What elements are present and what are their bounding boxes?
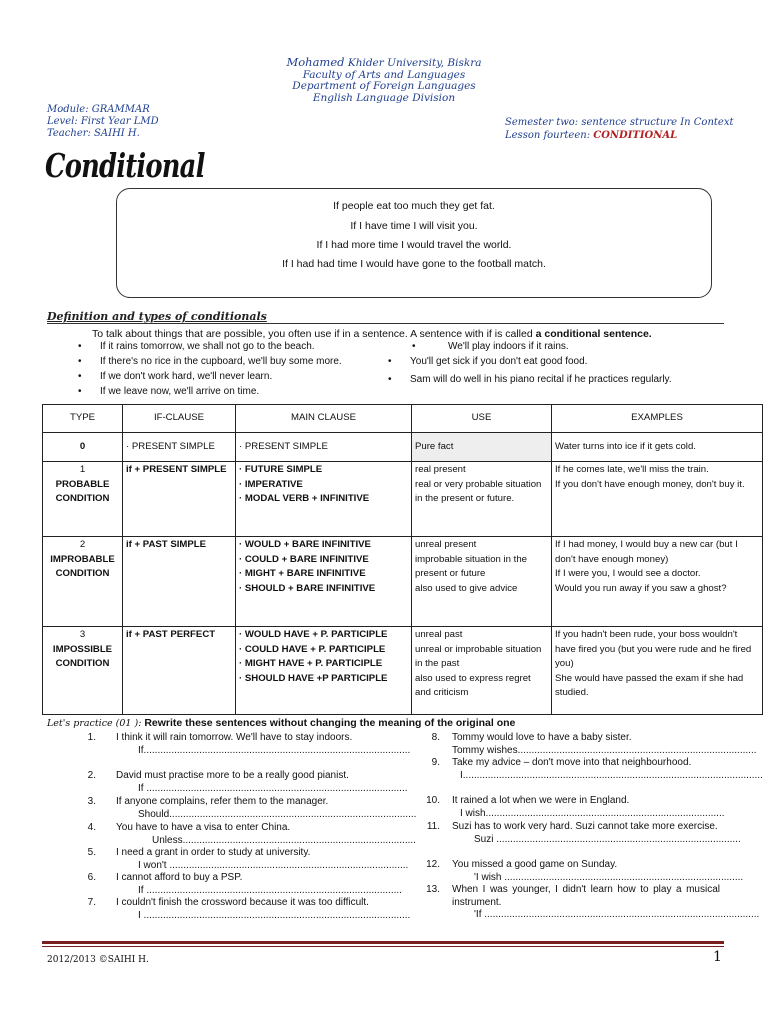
exercise-item [426, 859, 744, 884]
exercise-item [426, 821, 741, 846]
exercise-number: 11. [426, 821, 440, 832]
bullet-item: • If it rains tomorrow, we shall not go to the beach. [78, 341, 315, 352]
main-line: · SHOULD + BARE INFINITIVE [239, 582, 376, 594]
bullet-text: If we leave now, we'll arrive on time. [100, 386, 260, 397]
lesson-prefix: Lesson fourteen: [505, 130, 594, 141]
main-clause-cell [236, 462, 412, 537]
main-line: · PRESENT SIMPLE [239, 440, 328, 452]
type-cell [43, 627, 123, 715]
exercise-text: I think it will rain tomorrow. We'll have to stay indoors. [116, 732, 353, 743]
example-line: If you hadn't been rude, your boss wouldn't have fired you (but you were rude and he fired you) [555, 629, 752, 670]
exercise-number: 7. [87, 897, 96, 908]
type-label: PROBABLE CONDITION [55, 478, 110, 505]
type-number: 1 [79, 464, 86, 475]
bullet-item: • Sam will do well in his piano recital if he practices regularly. [388, 374, 672, 385]
bullet-item: • We'll play indoors if it rains. [412, 341, 569, 352]
use-line: real present [415, 464, 466, 475]
example-sentence: If people eat too much they get fat. [333, 200, 495, 212]
use-line: also used to express regret and criticism [415, 672, 531, 699]
example-line: If he comes late, we'll miss the train. [555, 464, 709, 475]
exercise-text: Suzi has to work very hard. Suzi cannot take more exercise. [452, 821, 718, 832]
exercise-item [87, 872, 402, 897]
exercise-item [87, 796, 417, 821]
main-line: · WOULD HAVE + P. PARTICIPLE [239, 629, 388, 640]
exercise-item [87, 897, 411, 922]
type-cell [43, 433, 123, 462]
lesson-meta [505, 116, 734, 142]
divider [47, 323, 724, 324]
main-line: · FUTURE SIMPLE [239, 464, 323, 475]
type-number: 0 [79, 440, 86, 452]
table-header-row [43, 405, 763, 433]
example-sentence: If I had more time I would travel the world. [316, 239, 512, 251]
conditionals-table [42, 404, 763, 715]
header-cell: MAIN CLAUSE [236, 405, 412, 433]
page-number: 1 [713, 949, 722, 965]
exercise-text: If anyone complains, refer them to the manager. [116, 796, 329, 807]
university-rest: Khider University, Biskra [344, 57, 482, 69]
level: Level: First Year LMD [47, 116, 159, 127]
university-first: Mohamed [286, 55, 345, 69]
division: English Language Division [312, 91, 456, 104]
type-number: 3 [79, 629, 86, 640]
header-cell: USE [412, 405, 552, 433]
answer-line: 'If ................................................................................................... [474, 909, 760, 920]
if-clause-cell: if + PRESENT SIMPLE [123, 462, 236, 537]
exercise-number: 3. [87, 796, 96, 807]
exercise-text: David must practise more to be a really good pianist. [116, 770, 349, 781]
answer-line: I............................................................................................................ [460, 769, 763, 781]
example-line: If you don't have enough money, don't buy it. [555, 478, 745, 490]
module: Module: GRAMMAR [47, 104, 150, 115]
table-row [43, 627, 763, 715]
use-cell [412, 627, 552, 715]
exercise-text: Tommy would love to have a baby sister. [452, 732, 632, 743]
example-sentence: If I had had time I would have gone to the football match. [282, 258, 546, 270]
bullet-text: We'll play indoors if it rains. [448, 341, 569, 352]
bullet-text: You'll get sick if you don't eat good food. [410, 356, 588, 367]
example-line: If I had money, I would buy a new car (but I don't have enough money) [555, 539, 738, 565]
exercise-number: 12. [426, 859, 440, 870]
lesson-name: CONDITIONAL [593, 130, 678, 141]
intro-text: To talk about things that are possible, you often use if in a sentence. A sentence with if is called [92, 328, 536, 340]
example-sentence: If I have time I will visit you. [350, 220, 478, 232]
exercise-number: 2. [87, 770, 96, 781]
exercise-number: 1. [87, 732, 96, 743]
teacher: Teacher: SAIHI H. [47, 128, 140, 139]
header-cell: TYPE [43, 405, 123, 433]
type-label: IMPOSSIBLE CONDITION [52, 643, 113, 670]
answer-line: I ................................................................................................ [138, 909, 411, 921]
if-clause-cell: if + PAST PERFECT [123, 627, 236, 715]
main-line: · COULD HAVE + P. PARTICIPLE [239, 643, 386, 655]
semester: Semester two: sentence structure In Context [505, 117, 734, 128]
exercise-item [426, 795, 725, 820]
example-line: If I were you, I would see a doctor. [555, 568, 701, 580]
use-cell [412, 537, 552, 627]
examples-cell [552, 462, 763, 537]
use-line: also used to give advice [415, 582, 518, 594]
type-label: IMPROBABLE CONDITION [50, 553, 115, 580]
answer-line: Suzi ........................................................................................ [474, 833, 741, 845]
university-name [0, 57, 768, 70]
bullet-text: If there's no rice in the cupboard, we'll buy some more. [100, 356, 342, 367]
if-clause-cell: if + PAST SIMPLE [123, 537, 236, 627]
exercise-number: 10. [426, 795, 440, 806]
practice-instruction: Rewrite these sentences without changing the meaning of the original one [141, 717, 516, 729]
main-clause-cell [236, 433, 412, 462]
exercise-text: When I was younger, I didn't learn how to play a musical instrument. [452, 884, 720, 908]
answer-line: If................................................................................................ [138, 744, 411, 756]
examples-cell [552, 627, 763, 715]
answer-line: Tommy wishes...................................................................................... [452, 744, 757, 756]
answer-line: I won't ...................................................................................... [138, 859, 409, 871]
answer-line: If ............................................................................................ [138, 884, 402, 896]
type-number: 2 [79, 539, 86, 550]
table-row [43, 462, 763, 537]
examples-cell [552, 537, 763, 627]
exercise-item [87, 822, 416, 847]
faculty: Faculty of Arts and Languages [302, 68, 466, 81]
department: Department of Foreign Languages [292, 80, 476, 92]
type-cell [43, 537, 123, 627]
exercise-item [87, 770, 408, 795]
university-header [0, 57, 768, 104]
exercise-number: 4. [87, 822, 96, 833]
answer-line: Unless.................................................................................... [152, 834, 416, 846]
main-clause-cell [236, 627, 412, 715]
exercise-item [428, 757, 763, 782]
exercise-text: I couldn't finish the crossword because it was too difficult. [116, 897, 369, 908]
main-line: · WOULD + BARE INFINITIVE [239, 539, 371, 550]
lesson [505, 129, 734, 142]
bullet-text: If it rains tomorrow, we shall not go to the beach. [100, 341, 315, 352]
answer-line: I wish...................................................................................... [460, 807, 725, 819]
main-clause-cell [236, 537, 412, 627]
bullet-item: • If there's no rice in the cupboard, we'll buy some more. [78, 356, 342, 367]
bullet-item: • If we don't work hard, we'll never learn. [78, 371, 273, 382]
use-line: Pure fact [415, 440, 454, 452]
section-title: Definition and types of conditionals [47, 310, 267, 323]
exercise-text: I cannot afford to buy a PSP. [116, 872, 243, 883]
main-line: · MODAL VERB + INFINITIVE [239, 493, 370, 505]
exercise-number: 5. [87, 847, 96, 858]
exercise-number: 13. [426, 884, 440, 895]
use-cell [412, 462, 552, 537]
footer-rule [42, 946, 724, 947]
if-clause-cell: · PRESENT SIMPLE [123, 433, 236, 462]
bullet-text: If we don't work hard, we'll never learn. [100, 371, 273, 382]
practice-label: Let's practice (01 ): [47, 718, 142, 729]
exercise-text: I need a grant in order to study at university. [116, 847, 311, 858]
example-line: Would you run away if you saw a ghost? [555, 582, 727, 594]
main-line: · COULD + BARE INFINITIVE [239, 553, 369, 565]
use-line: real or very probable situation in the present or future. [415, 478, 542, 505]
exercise-item [426, 884, 760, 922]
type-cell [43, 462, 123, 537]
exercise-item [87, 732, 411, 757]
answer-line: Should......................................................................................... [138, 808, 417, 820]
bullet-item: • You'll get sick if you don't eat good food. [388, 356, 588, 367]
main-line: · IMPERATIVE [239, 478, 303, 490]
definition-intro [92, 328, 652, 340]
main-line: · MIGHT + BARE INFINITIVE [239, 568, 366, 580]
main-line: · SHOULD HAVE +P PARTICIPLE [239, 672, 388, 684]
answer-line: 'I wish ...................................................................................... [474, 871, 744, 883]
examples-cell [552, 433, 763, 462]
exercise-text: You have to have a visa to enter China. [116, 822, 291, 833]
example-line: Water turns into ice if it gets cold. [555, 440, 696, 452]
exercise-number: 8. [431, 732, 440, 743]
bullet-text: Sam will do well in his piano recital if he practices regularly. [410, 374, 672, 385]
footer-rule [42, 941, 724, 944]
answer-line: If .............................................................................................. [138, 782, 408, 794]
examples-box [116, 188, 712, 298]
main-line: · MIGHT HAVE + P. PARTICIPLE [239, 658, 383, 670]
exercise-text: It rained a lot when we were in England. [452, 795, 630, 806]
exercise-text: Take my advice – don't move into that neighbourhood. [452, 757, 692, 768]
bullet-item: • If we leave now, we'll arrive on time. [78, 386, 260, 397]
practice-heading [47, 717, 515, 729]
use-cell [412, 433, 552, 462]
table-row [43, 433, 763, 462]
header-cell: IF-CLAUSE [123, 405, 236, 433]
course-meta [47, 104, 159, 140]
example-line: She would have passed the exam if she had studied. [555, 672, 744, 699]
exercise-item [87, 847, 409, 872]
exercise-number: 6. [87, 872, 96, 883]
use-line: unreal past [415, 629, 463, 640]
table-row [43, 537, 763, 627]
footer-copyright: 2012/2013 ©SAIHI H. [47, 955, 149, 965]
exercise-number: 9. [431, 757, 440, 768]
page-title: Conditional [45, 146, 205, 185]
intro-bold: a conditional sentence. [535, 328, 652, 340]
use-line: improbable situation in the present or future [415, 553, 527, 580]
use-line: unreal present [415, 539, 477, 550]
header-cell: EXAMPLES [552, 405, 763, 433]
use-line: unreal or improbable situation in the past [415, 643, 542, 670]
exercise-item [428, 732, 757, 757]
exercise-text: You missed a good game on Sunday. [452, 859, 618, 870]
